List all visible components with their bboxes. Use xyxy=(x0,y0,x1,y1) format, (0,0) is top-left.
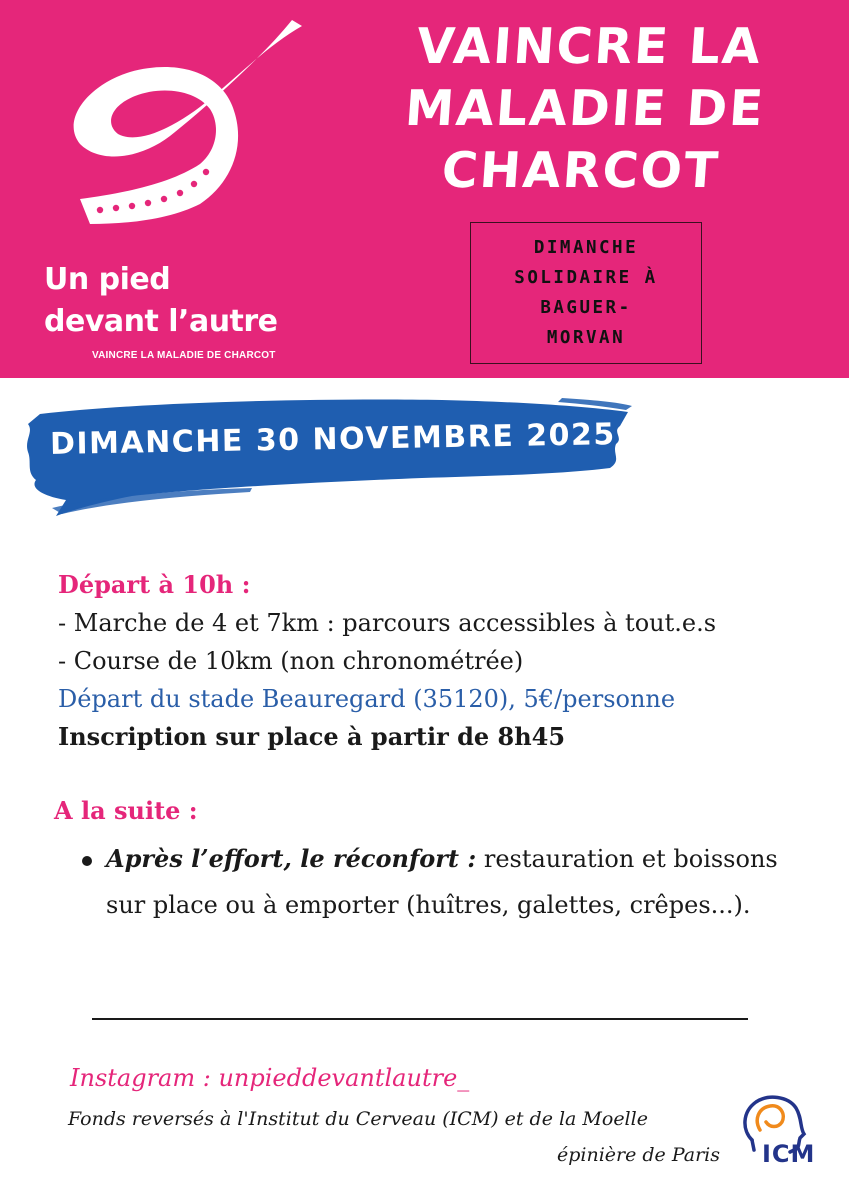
main-title-line: MALADIE DE xyxy=(403,80,767,137)
funds-note-line1: Fonds reversés à l'Institut du Cerveau (ICM) et de la Moelle xyxy=(68,1108,648,1130)
header-banner xyxy=(0,0,849,378)
event-subtitle-line: DIMANCHE xyxy=(533,238,639,258)
bullet-icon xyxy=(82,856,92,866)
location-price: Départ du stade Beauregard (35120), 5€/personne xyxy=(58,685,676,713)
walk-info: - Marche de 4 et 7km : parcours accessibles à tout.e.s xyxy=(58,609,717,637)
departure-heading: Départ à 10h : xyxy=(58,570,251,599)
event-subtitle-line: BAGUER- xyxy=(540,298,632,318)
main-title-line: CHARCOT xyxy=(439,142,722,199)
event-subtitle xyxy=(514,233,657,353)
run-info: - Course de 10km (non chronométrée) xyxy=(58,647,524,675)
event-subtitle-box xyxy=(470,222,702,364)
funds-note-line2: épinière de Paris xyxy=(556,1144,720,1166)
divider xyxy=(92,1018,748,1020)
event-subtitle-line: MORVAN xyxy=(546,328,626,348)
bullet-lead: Après l’effort, le réconfort : xyxy=(106,844,477,873)
event-details xyxy=(58,566,818,756)
registration-info: Inscription sur place à partir de 8h45 xyxy=(58,722,566,751)
event-date: DIMANCHE 30 NOVEMBRE 2025 xyxy=(49,417,617,462)
logo-text-line2: devant l’autre xyxy=(44,304,278,339)
event-subtitle-line: SOLIDAIRE À xyxy=(514,268,658,288)
ribbon-icon xyxy=(60,14,320,234)
instagram-handle: Instagram : unpieddevantlautre_ xyxy=(70,1064,470,1092)
list-item xyxy=(76,836,796,928)
suite-heading: A la suite : xyxy=(54,796,198,825)
logo-text-line1: Un pied xyxy=(44,262,171,297)
logo-tagline: VAINCRE LA MALADIE DE CHARCOT xyxy=(92,350,276,361)
bullet-body: restauration et boissons sur place ou à emporter (huîtres, galettes, crêpes...). xyxy=(106,845,778,919)
main-title xyxy=(388,16,781,202)
icm-label: ICM xyxy=(762,1140,816,1168)
bullet-text xyxy=(76,836,796,928)
main-title-line: VAINCRE LA xyxy=(414,18,764,75)
